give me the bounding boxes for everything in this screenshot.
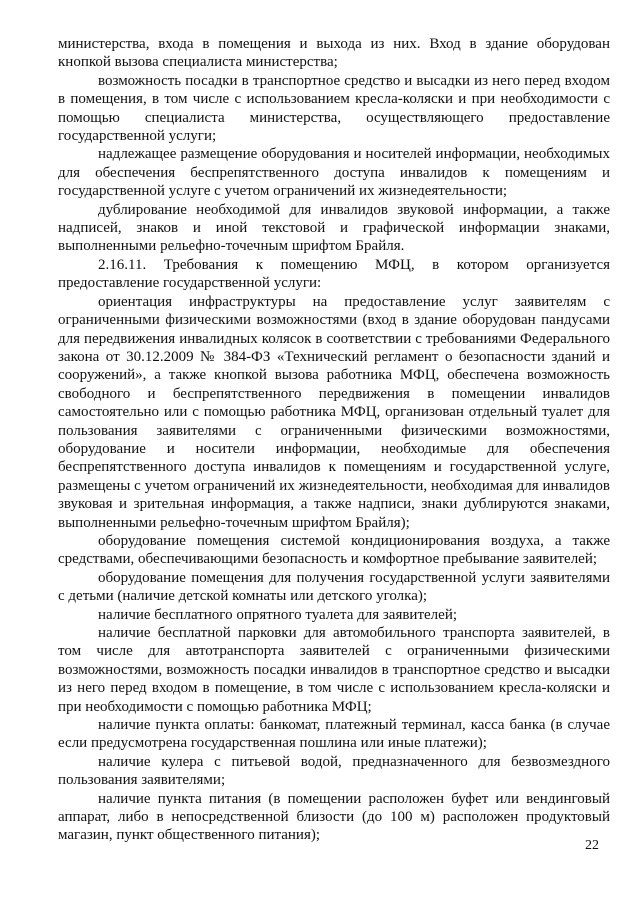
paragraph: оборудование помещения для получения государственной услуги заявителями с детьми (наличие детской комнаты или детского уголка);	[58, 569, 610, 605]
paragraph: дублирование необходимой для инвалидов звуковой информации, а также надписей, знаков и иной текстовой и графической информации знаками, выполненными рельефно-точечным шрифтом Брайля.	[58, 201, 610, 255]
paragraph: наличие пункта оплаты: банкомат, платежный терминал, касса банка (в случае если предусмотрена государственная пошлина или иные платежи);	[58, 717, 610, 752]
paragraph: наличие кулера с питьевой водой, предназначенного для безвозмездного пользования заявителями;	[58, 753, 610, 789]
document-page	[58, 35, 610, 845]
paragraph: надлежащее размещение оборудования и носителей информации, необходимых для обеспечения беспрепятственного доступа инвалидов к помещениям и государственной услуге с учетом ограничений их жизнедеятельности;	[58, 146, 610, 200]
paragraph: наличие бесплатной парковки для автомобильного транспорта заявителей, в том числе для автотранспорта заявителей с ограниченными физическими возможностями, возможность посадки инвалидов в транспортное средство и высадки из него перед входом в помещение, в том числе с использованием кресла-коляски и при необходимости с помощью работника МФЦ;	[58, 625, 610, 715]
paragraph: министерства, входа в помещения и выхода из них. Вход в здание оборудован кнопкой вызова специалиста министерства;	[58, 36, 610, 71]
paragraph: ориентация инфраструктуры на предоставление услуг заявителям с ограниченными физическими возможностями (вход в здание оборудован пандусами для передвижения инвалидных колясок в соответствии с требованиями Федерального закона от 30.12.2009 № 384-ФЗ «Технический регламент о безопасности зданий и сооружений», а также кнопкой вызова работника МФЦ, обеспечена возможность свободного и беспрепятственного передвижения в помещении инвалидов самостоятельно или с помощью работника МФЦ, организован отдельный туалет для пользования заявителями с ограниченными физическими возможностями, оборудование и носители информации, необходимые для обеспечения беспрепятственного доступа инвалидов к помещениям и государственной услуге, размещены с учетом ограничений их жизнедеятельности, необходимая для инвалидов звуковая и зрительная информация, а также надписи, знаки дублируются знаками, выполненными рельефно-точечным шрифтом Брайля);	[58, 293, 610, 531]
paragraph: наличие бесплатного опрятного туалета для заявителей;	[98, 606, 458, 623]
paragraph: оборудование помещения системой кондиционирования воздуха, а также средствами, обеспечивающими безопасность и комфортное пребывание заявителей;	[58, 532, 610, 568]
paragraph: возможность посадки в транспортное средство и высадки из него перед входом в помещения, в том числе с использованием кресла-коляски и при необходимости с помощью специалиста министерства, осуществляющего предоставление государственной услуги;	[58, 72, 610, 145]
page-number: 22	[585, 838, 599, 853]
paragraph: наличие пункта питания (в помещении расположен буфет или вендинговый аппарат, либо в непосредственной близости (до 100 м) расположен продуктовый магазин, пункт общественного питания);	[58, 790, 610, 844]
section-heading-paragraph: 2.16.11. Требования к помещению МФЦ, в котором организуется предоставление государственной услуги:	[58, 256, 610, 292]
